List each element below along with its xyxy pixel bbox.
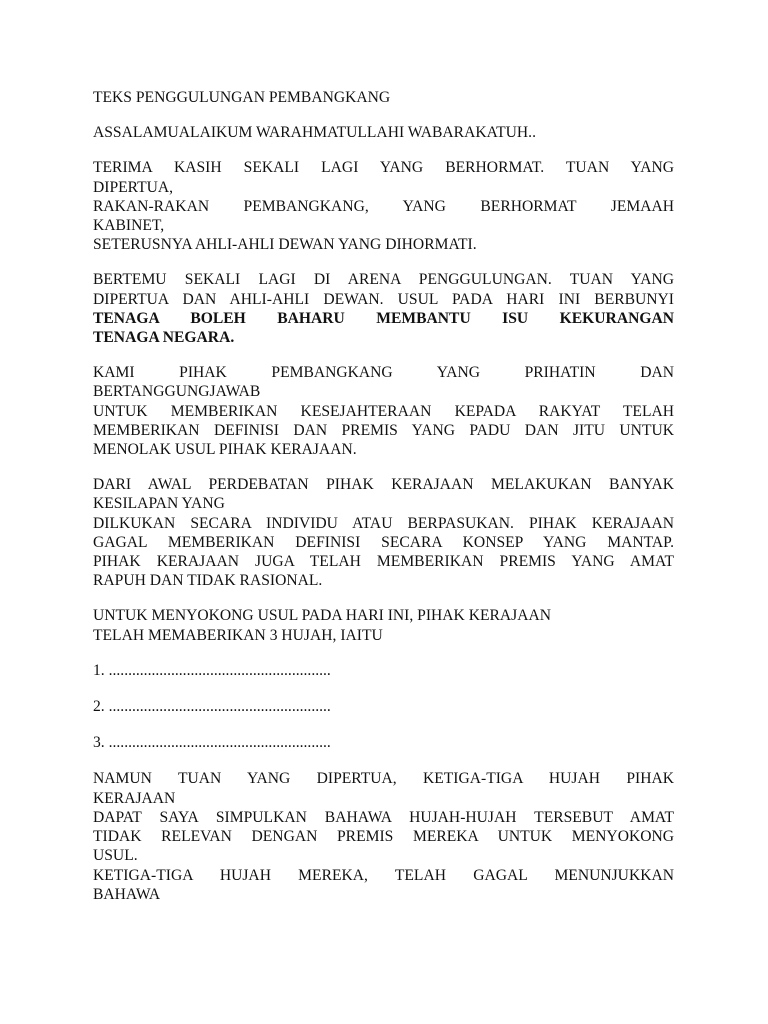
text-line: PIHAK KERAJAAN JUGA TELAH MEMBERIKAN PREMIS YANG AMAT [93,553,674,571]
list-item [93,697,674,716]
document-title [93,88,674,107]
text-line: TERIMA KASIH SEKALI LAGI YANG BERHORMAT. TUAN YANG [93,159,674,177]
text-line: TELAH MEMABERIKAN 3 HUJAH, IAITU [93,626,383,644]
text-line: UNTUK MENYOKONG USUL PADA HARI INI, PIHAK KERAJAAN [93,607,551,625]
greeting-paragraph [93,123,674,142]
paragraph-salutation [93,158,674,254]
title-line: TEKS PENGGULUNGAN PEMBANGKANG [93,89,391,106]
text-line: DIPERTUA, [93,178,174,196]
greeting-line: ASSALAMUALAIKUM WARAHMATULLAHI WABARAKATUH.. [93,124,536,142]
text-line: KETIGA-TIGA HUJAH MEREKA, TELAH GAGAL MENUNJUKKAN [93,866,674,884]
text-line: DAPAT SAYA SIMPULKAN BAHAWA HUJAH-HUJAH TERSEBUT AMAT [93,808,674,826]
text-line: MEMBERIKAN DEFINISI DAN PREMIS YANG PADU DAN JITU UNTUK [93,421,674,439]
list-item [93,661,674,680]
text-line: KABINET, [93,217,165,235]
text-line: MENOLAK USUL PIHAK KERAJAAN. [93,441,357,459]
list-item-text: 1. ......................................................... [93,661,331,679]
text-line: GAGAL MEMBERIKAN DEFINISI SECARA KONSEP YANG MANTAP. [93,533,674,551]
text-line: KESILAPAN YANG [93,495,225,513]
list-item [93,733,674,752]
document-page [93,88,674,920]
paragraph-arguments [93,606,674,644]
text-line: KERAJAAN [93,789,176,807]
text-line: NAMUN TUAN YANG DIPERTUA, KETIGA-TIGA HUJAH PIHAK [93,770,674,788]
text-line: UNTUK MEMBERIKAN KESEJAHTERAAN KEPADA RAKYAT TELAH [93,402,674,420]
text-line: KAMI PIHAK PEMBANGKANG YANG PRIHATIN DAN [93,364,674,382]
text-line: USUL. [93,847,138,865]
motion-title-line: TENAGA BOLEH BAHARU MEMBANTU ISU KEKURANGAN [93,309,674,327]
text-line: DARI AWAL PERDEBATAN PIHAK KERAJAAN MELAKUKAN BANYAK [93,476,674,494]
motion-title-line: TENAGA NEGARA. [93,329,235,347]
text-line: BERTEMU SEKALI LAGI DI ARENA PENGGULUNGAN. TUAN YANG [93,271,674,289]
text-line: RAKAN-RAKAN PEMBANGKANG, YANG BERHORMAT JEMAAH [93,197,674,215]
paragraph-opposition [93,363,674,459]
text-line: RAPUH DAN TIDAK RASIONAL. [93,572,323,590]
paragraph-motion [93,270,674,347]
list-item-text: 2. ......................................................... [93,698,331,716]
text-line: DILKUKAN SECARA INDIVIDU ATAU BERPASUKAN. PIHAK KERAJAAN [93,514,674,532]
text-line: DIPERTUA DAN AHLI-AHLI DEWAN. USUL PADA HARI INI BERBUNYI [93,290,674,308]
text-line: BERTANGGUNGJAWAB [93,383,261,401]
text-line: TIDAK RELEVAN DENGAN PREMIS MEREKA UNTUK MENYOKONG [93,828,674,846]
text-line: BAHAWA [93,885,161,903]
paragraph-debate [93,475,674,590]
text-line: SETERUSNYA AHLI-AHLI DEWAN YANG DIHORMATI. [93,236,477,254]
list-item-text: 3. ......................................................... [93,734,331,752]
paragraph-conclusion [93,769,674,903]
